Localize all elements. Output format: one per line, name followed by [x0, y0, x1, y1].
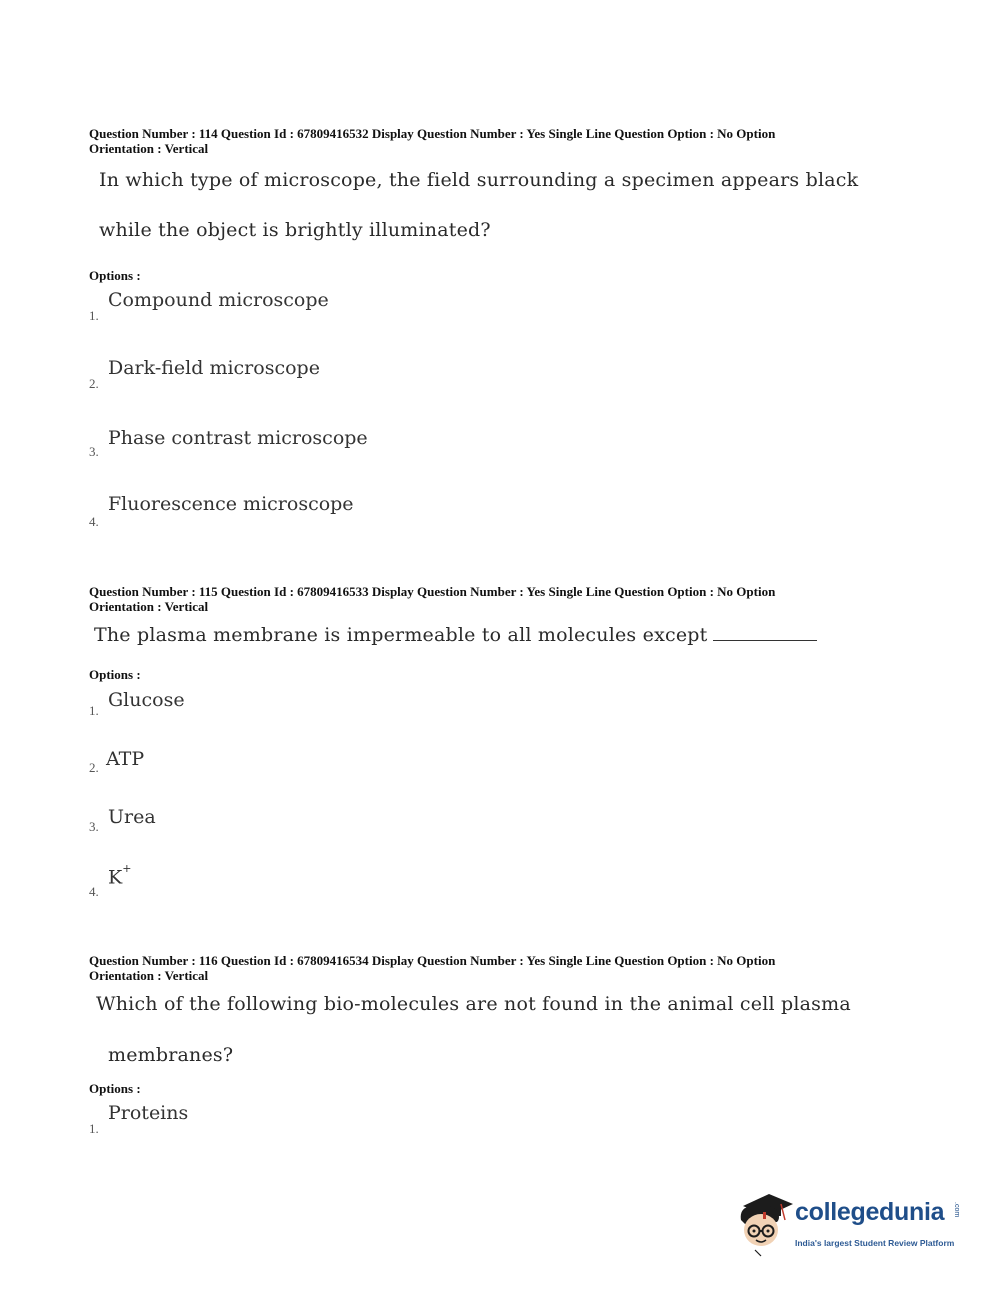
mascot-icon	[735, 1190, 795, 1260]
question-114-text-line1: In which type of microscope, the field surrounding a specimen appears black	[99, 169, 859, 191]
option-text	[108, 862, 132, 889]
option-number: 2.	[89, 760, 99, 775]
logo-wordmark: collegedunia	[795, 1198, 945, 1226]
meta-line: Question Number : 115 Question Id : 67809416533 Display Question Number : Yes Single Line Question Option : No Option	[89, 584, 776, 599]
question-114-text-line2: while the object is brightly illuminated?	[99, 219, 491, 241]
option-text: Urea	[108, 806, 156, 828]
options-label: Options :	[89, 268, 141, 283]
option-number: 1.	[89, 308, 99, 323]
option-text: Glucose	[108, 689, 185, 711]
option-number: 3.	[89, 819, 99, 834]
option-text: Dark-field microscope	[108, 357, 320, 379]
question-text: The plasma membrane is impermeable to all molecules except	[94, 624, 708, 646]
meta-line: Orientation : Vertical	[89, 599, 209, 614]
option-text: Compound microscope	[108, 289, 329, 311]
meta-line: Question Number : 114 Question Id : 67809416532 Display Question Number : Yes Single Line Question Option : No Option	[89, 126, 776, 141]
option-number: 1.	[89, 703, 99, 718]
option-text: Proteins	[108, 1102, 189, 1124]
options-label: Options :	[89, 667, 141, 682]
option-text-base: K	[108, 866, 123, 889]
answer-blank	[713, 626, 817, 641]
question-116-text-line2: membranes?	[108, 1044, 234, 1066]
meta-line: Orientation : Vertical	[89, 968, 209, 983]
meta-line: Question Number : 116 Question Id : 67809416534 Display Question Number : Yes Single Line Question Option : No Option	[89, 953, 776, 968]
option-number: 4.	[89, 884, 99, 899]
logo-tagline: India's largest Student Review Platform	[795, 1238, 955, 1248]
question-114-meta	[89, 126, 889, 156]
option-number: 2.	[89, 376, 99, 391]
question-116-text-line1: Which of the following bio-molecules are not found in the animal cell plasma	[96, 993, 851, 1015]
question-115-meta	[89, 584, 889, 614]
option-text: ATP	[106, 748, 145, 770]
options-label: Options :	[89, 1081, 141, 1096]
meta-line: Orientation : Vertical	[89, 141, 209, 156]
collegedunia-logo	[735, 1190, 965, 1260]
superscript: +	[122, 862, 132, 875]
option-text: Phase contrast microscope	[108, 427, 368, 449]
option-number: 3.	[89, 444, 99, 459]
option-number: 1.	[89, 1121, 99, 1136]
option-number: 4.	[89, 514, 99, 529]
option-text: Fluorescence microscope	[108, 493, 354, 515]
question-116-meta	[89, 953, 889, 983]
logo-suffix: .com	[953, 1202, 960, 1218]
question-115-text-line1	[94, 624, 817, 646]
